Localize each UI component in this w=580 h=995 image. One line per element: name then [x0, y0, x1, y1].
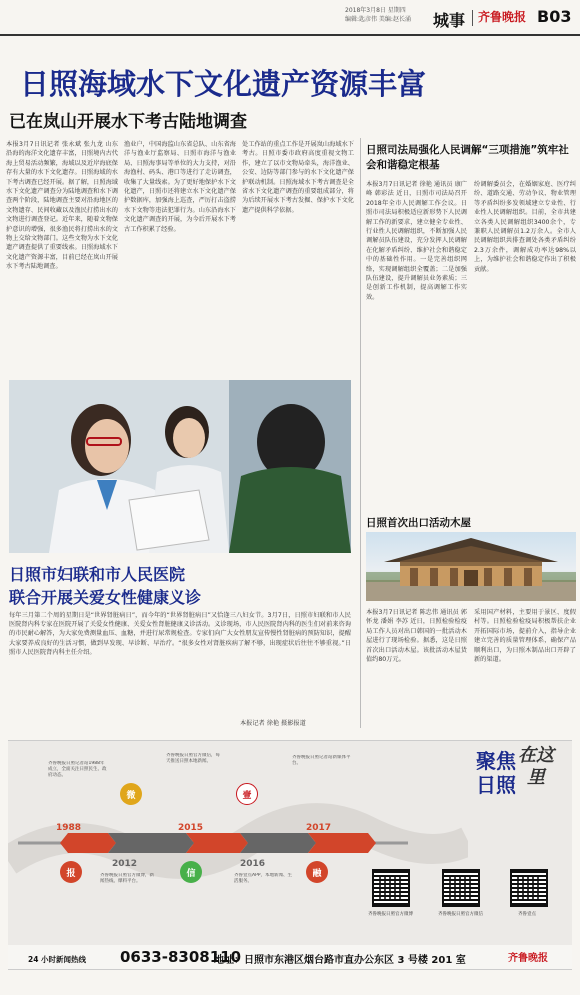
timeline-year-2016: 2016	[240, 859, 266, 869]
hospital-article-body: 每年三月第二个周的星期日是“世界肾脏病日”，而今年的“世界肾脏病日”又恰逢三八妇女节。3月7日，日照市妇联和市人民医院肾内科专家在医院开展了关爱女性健康、关爱女性肾脏健康义诊活动。义诊现场，市人民医院肾内科的医生们对前来咨询的市民耐心解答，为大家免费测量血压、血糖，并进行尿常规检查。专家们向广大女性朋友宣传慢性肾脏病的预防知识，提醒大家要养成良好的生活习惯，做到早发现、早诊断、早治疗。“很多女性对肾脏疾病了解不够，出现症状后往往不够重视。”日照市人民医院肾内科主任介绍。	[9, 612, 351, 656]
timeline-year-2015: 2015	[178, 823, 204, 833]
ad-title: 聚焦日照	[476, 749, 516, 797]
medical-consultation-photo	[9, 380, 351, 553]
footer-logo: 齐鲁晚报	[508, 953, 548, 964]
judicial-article-column-2: 纷调解委员会，在婚姻家庭、医疗纠纷、道路交通、劳动争议、物业管理等矛盾纠纷多发领域建立专业性、行业性人民调解组织。目前，全市共建立各类人民调解组织3400余个，专兼职人民调解员1.2万余人。全市人民调解组织共排查调处各类矛盾纠纷2.3万余件，调解成功率达98%以上，为维护社会和谐稳定作出了积极贡献。	[474, 181, 576, 273]
app-qr-code	[510, 869, 548, 907]
app-qr-caption: 齐鲁壹点	[518, 912, 536, 917]
weibo-qr-caption: 齐鲁晚报日照官方微博	[368, 912, 413, 917]
wooden-house-photo	[366, 532, 576, 601]
timeline-year-2012: 2012	[112, 859, 138, 869]
wechat-qr-code	[442, 869, 480, 907]
consultation-illustration	[9, 380, 351, 553]
app-icon: 壹	[236, 783, 258, 805]
timeline-year-2017: 2017	[306, 823, 332, 833]
timeline-note-2015: 齐鲁晚报日照官方微信，每天推送日照本地新闻。	[166, 753, 220, 765]
office-address: 地址：日照市东港区烟台路市直办公东区 3 号楼 201 室	[214, 955, 466, 966]
column-divider	[360, 138, 361, 728]
timeline-year-1988: 1988	[56, 823, 82, 833]
promo-banner	[8, 740, 572, 970]
timeline-note-2016: 齐鲁壹点APP，本地新闻、生活服务。	[234, 873, 292, 885]
timeline-note-2012: 齐鲁晚报日照官方微博，新闻热线、爆料平台。	[100, 873, 154, 885]
wooden-house-article-title: 日照首次出口活动木屋	[366, 517, 471, 529]
wooden-house-article-column-1: 本报3月7日讯记者 陈忠伟 通讯员 郭怀龙 潘娟 李苏 近日，日照检验检疫局工作人员对出口韩国的一批活动木屋进行了现场检验。据悉，这是日照首次出口活动木屋。该批活动木屋货值约80万元。	[366, 609, 467, 664]
judicial-article-title: 日照司法局强化人民调解“三项措施”筑牢社会和谐稳定根基	[366, 144, 569, 171]
wechat-qr-caption: 齐鲁晚报日照官方微信	[438, 912, 483, 917]
weibo-qr-code	[372, 869, 410, 907]
main-article-column-2: 渔业户，中国海监山东省总队、山东省海洋与渔业厅监察局、日照市海洋与渔业局、日照海事局等单位的大力支持，对沿海渔村、码头、港口等进行了走访调查，收集了大量线索。为了更好地保护水下文化遗产，日照市还将建立水下文化遗产保护数据库，加强海上巡查，严厉打击盗捞水下文物等违法犯罪行为。山东沿海水下文化遗产调查的开展，为今后开展水下考古工作积累了经验。	[124, 141, 236, 233]
hospital-article-title	[9, 563, 201, 609]
judicial-article-column-1: 本报3月7日讯记者 徐艳 通讯员 康广峰 韩彩法 近日，日照市司法局召开2018年全市人民调解工作会议。日照市司法局积极适应新形势下人民调解工作的新要求，建立健全专业性、行业性人民调解组织，不断加强人民调解员队伍建设，充分发挥人民调解在化解矛盾纠纷、维护社会和谐稳定中的基础性作用。一是完善组织网络，实现调解组织全覆盖；二是加强队伍建设，提升调解员业务素质；三是创新工作机制，提高调解工作实效。	[366, 181, 467, 301]
timeline-note-1988: 齐鲁晚报日照记者站1988年成立，全面关注日照民生、政府动态。	[48, 761, 107, 779]
hotline-number: 0633-8308110	[120, 948, 242, 966]
main-article-column-1: 本报3月7日讯记者 张永斌 张九龙 山东沿海的海洋文化遗存丰富，日照境内古代海上贸易活动频繁，海域以及近岸海底保存有大量的水下文化遗存。日照海域的水下考古调查已经开展。据了解，日照海域水下文化遗产调查分为陆地调查和水下调查两个阶段，陆地调查主要对沿海地区的文物遗存、民间收藏以及渔民打捞出水的文物进行调查登记。近年来，随着文物保护意识的增强，很多渔民将打捞出水的文物上交给文物部门。这些文物为水下文化遗产调查提供了重要线索。日照海域水下文化遗产资源丰富，目前已经在岚山开展水下考古陆地调查。	[6, 141, 118, 271]
timeline-note-2017: 齐鲁晚报日照记者站新媒体平台。	[292, 755, 351, 767]
edition-date: 2018年3月8日 星期四	[345, 7, 406, 14]
media-icon: 融	[306, 861, 328, 883]
edition-meta	[345, 6, 411, 24]
ad-brush-title: 在这里	[518, 745, 554, 788]
main-article-column-3: 处工作站的重点工作是开展岚山海域水下考古。日照市委市政府高度重视文物工作，建立了以市文物局牵头，海洋渔业、公安、边防等部门参与的水下文化遗产保护联动机制。日照海域水下考古调查是全省水下文化遗产调查的重要组成部分，将为后续开展水下考古发掘、保护水下文化遗产提供科学依据。	[242, 141, 354, 214]
wooden-house-article-column-2: 采用国产材料，主要用于景区、度假村等。日照检验检疫局积极帮扶企业开拓国际市场，提前介入，指导企业建立完善的质量管理体系，确保产品顺利出口，为日照木制品出口开辟了新的渠道。	[474, 609, 576, 664]
newspaper-icon: 报	[60, 861, 82, 883]
main-headline: 日照海域水下文化遗产资源丰富	[20, 67, 427, 101]
newspaper-logo: 齐鲁晚报	[478, 10, 527, 24]
hospital-article-byline: 本报记者 徐艳 摄影报道	[240, 720, 306, 727]
page-number: B03	[537, 7, 572, 26]
hotline-label: 24 小时新闻热线	[28, 955, 87, 964]
weibo-icon: 微	[120, 783, 142, 805]
wooden-house-illustration	[366, 532, 576, 601]
header-divider	[472, 10, 473, 26]
section-title: 城事	[433, 11, 466, 30]
wechat-icon: 信	[180, 861, 202, 883]
hospital-title-line-2: 联合开展关爱女性健康义诊	[9, 588, 202, 607]
main-subhead: 已在岚山开展水下考古陆地调查	[9, 112, 247, 132]
page-header	[0, 0, 580, 36]
hospital-title-line-1: 日照市妇联和市人民医院	[9, 565, 186, 584]
edition-editors: 编辑:匙彦伟 美编:赵长涌	[345, 16, 411, 23]
